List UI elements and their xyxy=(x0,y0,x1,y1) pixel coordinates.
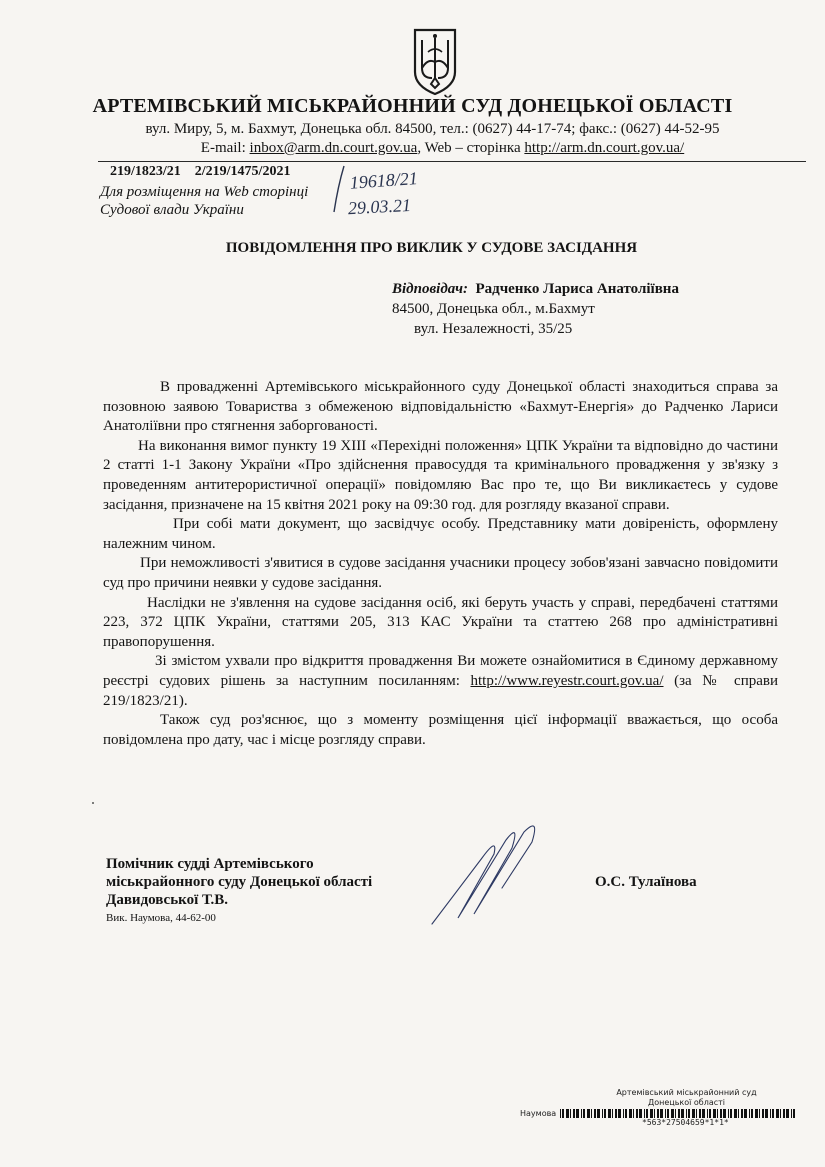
addressee-label: Відповідач: xyxy=(392,281,468,297)
barcode-bar xyxy=(707,1109,708,1118)
barcode-bar xyxy=(749,1109,750,1118)
barcode-bar xyxy=(720,1109,722,1118)
barcode-bar xyxy=(738,1109,739,1118)
email-label: E-mail: xyxy=(200,140,250,156)
stamp-date: 29.03.21 xyxy=(347,194,412,219)
barcode-row xyxy=(520,1109,798,1118)
barcode-bar xyxy=(780,1109,781,1118)
barcode-bar xyxy=(667,1109,669,1118)
registry-link[interactable]: http://www.reyestr.court.gov.ua/ xyxy=(470,672,664,689)
barcode-bar xyxy=(591,1109,592,1118)
addressee-line-3: вул. Незалежності, 35/25 xyxy=(414,321,573,337)
barcode-bar xyxy=(765,1109,768,1118)
barcode-bar xyxy=(793,1109,795,1118)
barcode-bar xyxy=(759,1109,760,1118)
addressee-name: Радченко Лариса Анатоліївна xyxy=(475,281,679,297)
barcode-bar xyxy=(755,1109,758,1118)
barcode-bar xyxy=(566,1109,569,1118)
court-contacts xyxy=(0,140,825,157)
paragraph-6 xyxy=(103,652,778,711)
barcode-bar xyxy=(639,1109,642,1118)
barcode-bar xyxy=(660,1109,663,1118)
signer-position-line-3: Давидовської Т.В. xyxy=(106,892,229,908)
barcode-bar xyxy=(671,1109,674,1118)
barcode-bar xyxy=(713,1109,716,1118)
barcode-bar xyxy=(618,1109,621,1118)
barcode-bar xyxy=(602,1109,603,1118)
barcode-bar xyxy=(734,1109,737,1118)
barcode-bar xyxy=(699,1109,701,1118)
barcode-bar xyxy=(573,1109,575,1118)
barcode-bar xyxy=(709,1109,711,1118)
court-name: АРТЕМІВСЬКИЙ МІСЬКРАЙОННИЙ СУД ДОНЕЦЬКОЇ ОБЛАСТІ xyxy=(92,95,733,117)
notice-body xyxy=(103,378,778,750)
barcode-bar xyxy=(562,1109,564,1118)
barcode-block xyxy=(520,1088,805,1127)
barcode-court-line-1: Артемівський міськрайонний суд xyxy=(616,1088,757,1097)
barcode-bar xyxy=(728,1109,729,1118)
barcode-bar xyxy=(702,1109,705,1118)
header-divider xyxy=(98,161,806,162)
barcode-bar xyxy=(681,1109,684,1118)
case-numbers: 219/1823/21 2/219/1475/2021 xyxy=(110,164,291,179)
barcode-bar xyxy=(633,1109,634,1118)
barcode-bar xyxy=(776,1109,779,1118)
barcode-bar xyxy=(650,1109,653,1118)
signer-name: О.С. Тулаїнова xyxy=(595,874,697,890)
court-address: вул. Миру, 5, м. Бахмут, Донецька обл. 84500, тел.: (0627) 44-17-74; факс.: (0627) 44-52-95 xyxy=(145,121,720,137)
paragraph-3: При собі мати документ, що засвідчує особу. Представнику мати довіреність, оформлену належним чином. xyxy=(103,516,778,552)
barcode-bar xyxy=(583,1109,585,1118)
barcode-bar xyxy=(576,1109,579,1118)
barcode-bar xyxy=(636,1109,638,1118)
barcode-bar xyxy=(730,1109,732,1118)
registration-stamp xyxy=(330,164,450,220)
barcode-bar xyxy=(594,1109,596,1118)
barcode-bar xyxy=(770,1109,771,1118)
barcode-bar xyxy=(608,1109,611,1118)
barcode-bar xyxy=(570,1109,571,1118)
barcode-bar xyxy=(696,1109,697,1118)
barcode-bar xyxy=(717,1109,718,1118)
addressee-line-2: 84500, Донецька обл., м.Бахмут xyxy=(392,301,595,317)
placement-line-1: Для розміщення на Web сторінці xyxy=(100,184,309,200)
signer-position xyxy=(106,855,372,909)
barcode-bar xyxy=(612,1109,613,1118)
barcode-executor: Наумова xyxy=(520,1109,557,1118)
paragraph-1: В провадженні Артемівського міськрайонного суду Донецької області знаходиться справа за позовною заявою Товариства з обмеженою відповідальністю «Бахмут-Енергія» до Радченко Лариси Анатоліївни про стягнення заборгованості. xyxy=(103,379,778,435)
addressee-line-1 xyxy=(392,279,679,299)
barcode-court-line-2: Донецької області xyxy=(647,1098,726,1107)
barcode-bar xyxy=(644,1109,645,1118)
stamp-number: 19618/21 xyxy=(349,168,419,193)
barcode-bar xyxy=(692,1109,695,1118)
placement-note xyxy=(100,183,308,219)
paragraph-7: Також суд роз'яснює, що з моменту розміщення цієї інформації вважається, що особа повідомлена про дату, час і місце розгляду справи. xyxy=(103,712,778,748)
barcode-bar xyxy=(587,1109,590,1118)
paragraph-5: Наслідки не з'явлення на судове засідання осіб, які беруть участь у справі, передбачені статтями 223, 372 ЦПК України, статтями 205, 313 КАС України та статтею 268 про адміністративні правопорушення. xyxy=(103,594,778,650)
barcode-bar xyxy=(686,1109,687,1118)
paragraph-6-case: (за № справи 219/1823/21). xyxy=(103,672,778,709)
barcode-bar xyxy=(688,1109,690,1118)
barcode-bar xyxy=(623,1109,624,1118)
addressee-block xyxy=(392,279,679,339)
email-link[interactable]: inbox@arm.dn.court.gov.ua xyxy=(249,140,418,156)
barcode-bar xyxy=(741,1109,743,1118)
barcode-bar xyxy=(783,1109,785,1118)
barcode-bar xyxy=(723,1109,726,1118)
executor-note: Вик. Наумова, 44-62-00 xyxy=(106,912,216,924)
barcode-bar xyxy=(675,1109,676,1118)
barcode-bar xyxy=(597,1109,600,1118)
barcode-bar xyxy=(581,1109,582,1118)
signer-position-line-1: Помічник судді Артемівського xyxy=(106,856,314,872)
paragraph-4: При неможливості з'явитися в судове засідання учасники процесу зобов'язані завчасно повідомити суд про причини неявки у судове засідання. xyxy=(103,555,778,591)
barcode-bar xyxy=(629,1109,632,1118)
barcode-bar xyxy=(678,1109,680,1118)
barcode-bar xyxy=(560,1109,561,1118)
paragraph-2: На виконання вимог пункту 19 XIII «Перехідні положення» ЦПК України та відповідно до частини 2 статті 1-1 Закону України «Про здійснення правосуддя та кримінального провадження у зв'язку з проведенням антитерористичної операції» повідомляю Вас про те, що Ви викликаєтесь у судове засідання, призначене на 15 квітня 2021 року на 09:30 год. для розгляду вказаної справи. xyxy=(103,437,778,513)
barcode-bar xyxy=(791,1109,792,1118)
barcode-bar xyxy=(744,1109,747,1118)
barcode-bar xyxy=(604,1109,606,1118)
barcode-bar xyxy=(762,1109,764,1118)
signer-position-line-2: міськрайонного суду Донецької області xyxy=(106,874,373,890)
barcode-bar xyxy=(625,1109,627,1118)
barcode-icon xyxy=(560,1109,798,1118)
barcode-bar xyxy=(751,1109,753,1118)
barcode-bar xyxy=(615,1109,617,1118)
barcode-bar xyxy=(654,1109,655,1118)
handwritten-signature xyxy=(428,818,548,928)
barcode-court xyxy=(520,1088,805,1108)
barcode-bar xyxy=(772,1109,774,1118)
document-title: ПОВІДОМЛЕННЯ ПРО ВИКЛИК У СУДОВЕ ЗАСІДАННЯ xyxy=(225,240,638,256)
barcode-bar xyxy=(786,1109,789,1118)
web-label: , Web – сторінка xyxy=(417,140,525,156)
trident-emblem-icon xyxy=(412,28,458,96)
paragraph-6-text: Зі змістом ухвали про відкриття провадження Ви можете ознайомитися в Єдиному державному реєстрі судових рішень за наступним посиланням: xyxy=(103,653,778,689)
margin-dot xyxy=(92,802,94,804)
barcode-code: *563*27504659*1*1* xyxy=(642,1118,729,1127)
web-link[interactable]: http://arm.dn.court.gov.ua/ xyxy=(524,140,685,156)
barcode-bar xyxy=(646,1109,648,1118)
barcode-bar xyxy=(665,1109,666,1118)
barcode-bar xyxy=(657,1109,659,1118)
placement-line-2: Судової влади України xyxy=(100,202,244,218)
